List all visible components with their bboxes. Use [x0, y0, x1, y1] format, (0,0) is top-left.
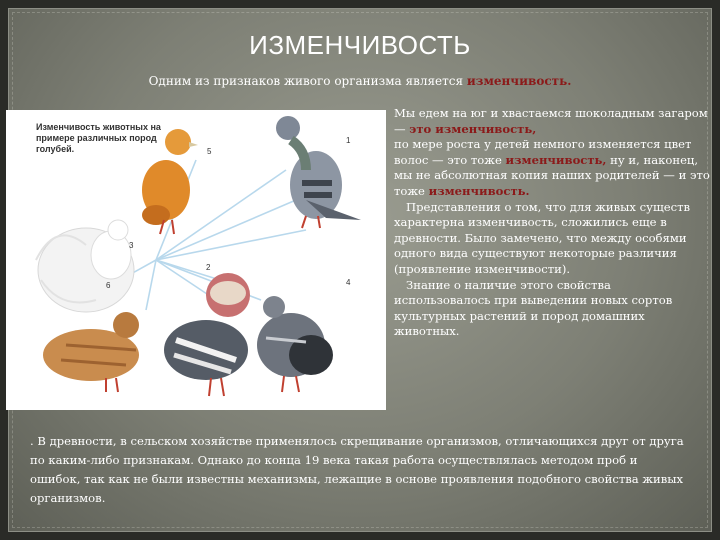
right-column-text	[394, 106, 710, 340]
p2-text-b: ну и, наконец, мы не абсолютная копия наших родителей — и это тоже	[394, 152, 710, 198]
pigeon-orange-icon	[142, 129, 198, 234]
paragraph-3: Представления о том, что для живых существ характерна изменчивость, сложились еще в древности. Было замечено, что между особями одного вида существуют некоторые различия (проявление изменчивости).	[394, 199, 691, 276]
pigeon-number-6: 6	[106, 281, 111, 290]
bottom-text: . В древности, в сельском хозяйстве применялось скрещивание организмов, отличающихся друг от друга по каким-либо признакам. Однако до конца 19 века такая работа осуществлялась методом проб и ошибок, так как не были известны механизмы, лежащие в основе проявления подобного свойства живых организмов.	[30, 434, 684, 505]
pigeon-number-2: 2	[206, 263, 211, 272]
p2-text-a: по мере роста у детей немного изменяется цвет волос — это тоже	[394, 137, 692, 167]
p2-highlight-b: изменчивость.	[428, 183, 530, 198]
pigeons-drawing	[6, 110, 386, 410]
paragraph-2	[394, 137, 710, 199]
pigeon-illustration	[6, 110, 386, 410]
p1-highlight: это изменчивость,	[409, 121, 537, 136]
intro-line	[0, 74, 720, 88]
pigeon-pouter-icon	[164, 273, 250, 396]
intro-highlight: изменчивость.	[466, 74, 572, 88]
pigeon-dark-icon	[257, 296, 333, 392]
paragraph-1	[394, 106, 710, 137]
pigeon-white-icon	[36, 220, 134, 312]
pigeon-brown-icon	[43, 312, 139, 392]
pigeon-grey-icon	[276, 116, 361, 228]
pigeon-number-4: 4	[346, 278, 351, 287]
pigeon-number-1: 1	[346, 136, 351, 145]
illustration-caption: Изменчивость животных на примере различных пород голубей.	[36, 122, 161, 154]
pigeon-number-3: 3	[129, 241, 134, 250]
p2-highlight-a: изменчивость,	[505, 152, 607, 167]
paragraph-4: Знание о наличие этого свойства использовалось при выведении новых сортов культурных растений и пород домашних животных.	[394, 277, 673, 339]
slide-title: ИЗМЕНЧИВОСТЬ	[249, 30, 471, 60]
p1-text: Мы едем на юг и хвастаемся шоколадным загаром —	[394, 106, 708, 136]
intro-text: Одним из признаков живого организма является	[148, 74, 467, 88]
pigeon-number-5: 5	[207, 147, 212, 156]
bottom-paragraph	[30, 432, 690, 508]
